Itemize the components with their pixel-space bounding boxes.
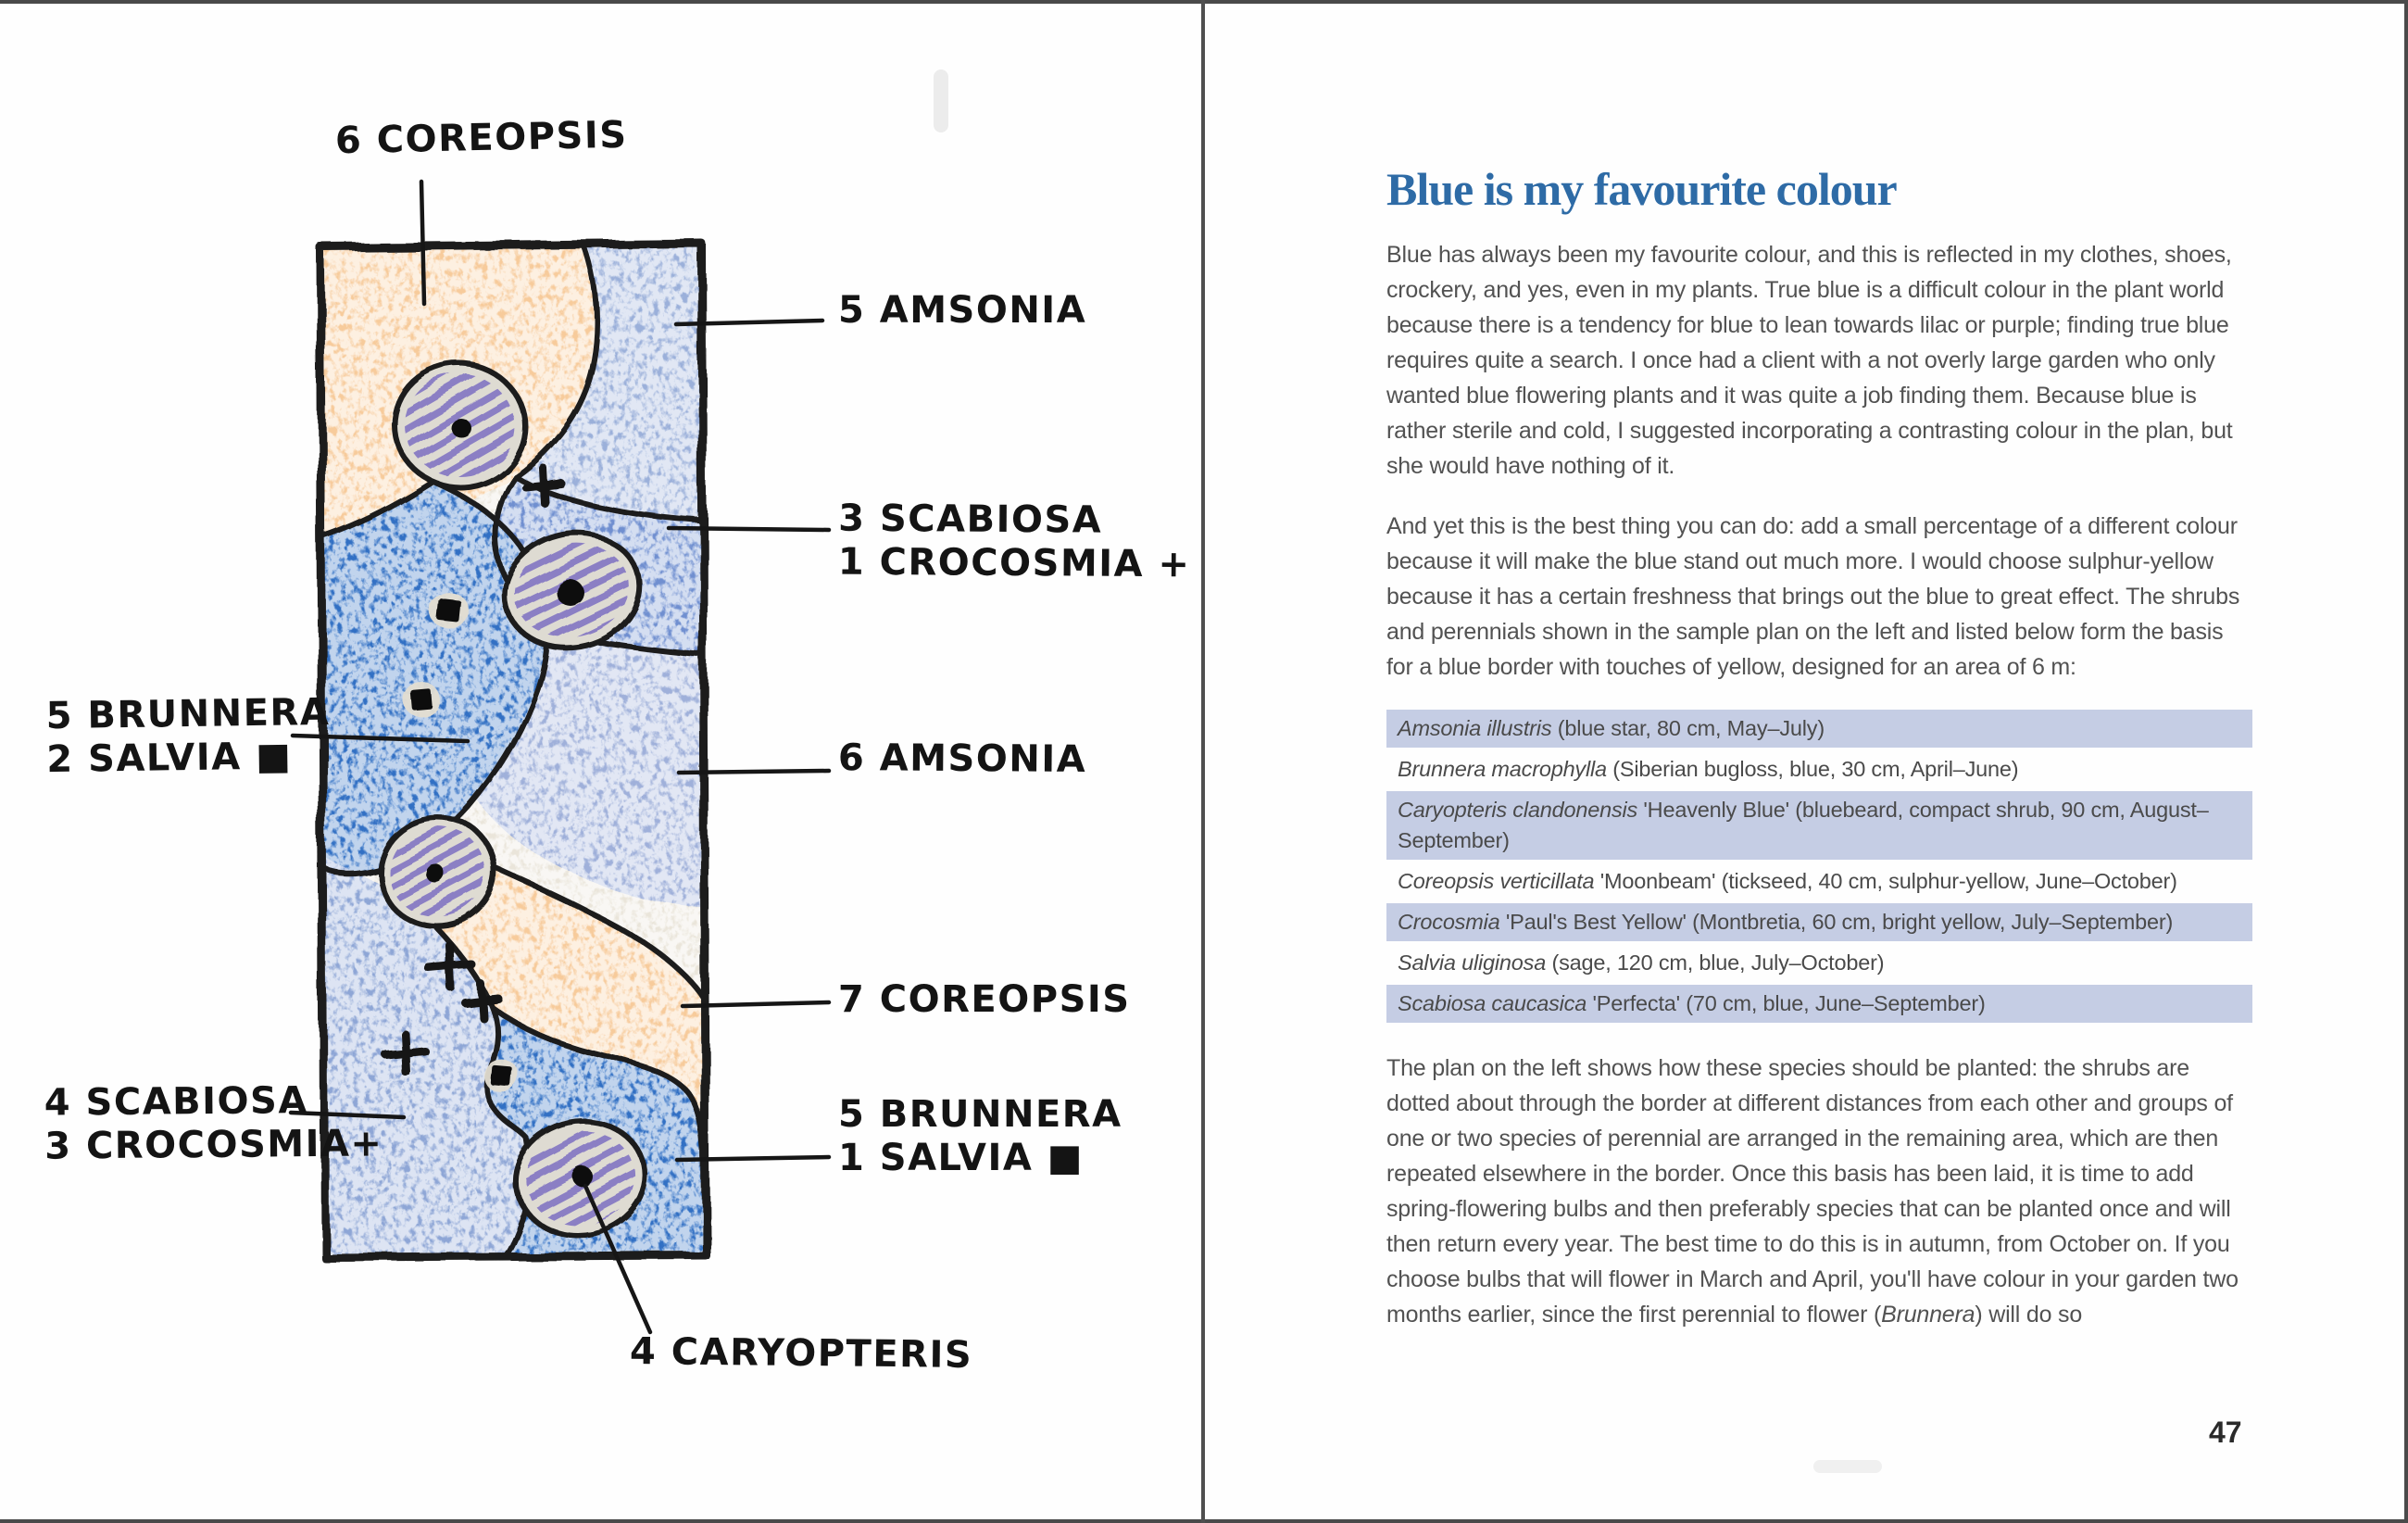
plant-details: 'Heavenly Blue' (bluebeard, compact shrub, 90 cm, August–September) [1398,798,2209,852]
plan-label-brunnera-salvia-left [45,691,331,782]
plant-latin-name: Caryopteris clandonensis [1398,798,1638,822]
plan-label-scabiosa-crocosmia-bottom [44,1078,383,1168]
plant-details: 'Paul's Best Yellow' (Montbretia, 60 cm, bright yellow, July–September) [1499,910,2174,934]
plan-label-scabiosa-crocosmia-top [838,497,1191,587]
plant-latin-name: Crocosmia [1398,910,1500,934]
plant-details: 'Moonbeam' (tickseed, 40 cm, sulphur-yellow, June–October) [1594,869,2177,893]
plant-list-row [1386,903,2252,941]
page-edge-line [2404,0,2408,1523]
right-page-content [1386,0,2252,1357]
plant-latin-name: Amsonia illustris [1398,716,1552,740]
plan-label-line: 5 BRUNNERA [838,1093,1122,1136]
plan-label-line: 3 CROCOSMIA+ [44,1122,383,1168]
plan-label-caryopteris: 4 CARYOPTERIS [629,1330,973,1377]
plant-list-row [1386,750,2252,788]
plant-list-row [1386,944,2252,982]
plan-label-line: 1 CROCOSMIA + [837,540,1191,586]
page-title: Blue is my favourite colour [1386,163,1897,215]
plan-label-brunnera-salvia-right [838,1093,1122,1180]
plan-label-line: 5 BRUNNERA [45,690,331,738]
plant-list-row [1386,710,2252,748]
latin-name-inline: Brunnera [1881,1302,1975,1328]
paragraph-planting-advice [1386,1051,2252,1332]
plan-label-amsonia-top: 5 AMSONIA [838,289,1087,332]
paragraph-contrast-colour: And yet this is the best thing you can do: add a small percentage of a different colour because it will make the blue stand out much more. I would choose sulphur-yellow because it has a certain freshness that brings out the blue to great effect. The shrubs and perennials shown in the sample plan on the left and listed below form the basis for a blue border with touches of yellow, designed for an area of 6 m: [1386,513,2240,680]
plant-list-row [1386,862,2252,900]
plant-latin-name: Brunnera macrophylla [1398,757,1607,781]
plant-latin-name: Coreopsis verticillata [1398,869,1595,893]
plan-label-coreopsis-right: 7 COREOPSIS [838,978,1131,1021]
plant-details: (Siberian bugloss, blue, 30 cm, April–June) [1606,757,2019,781]
plant-details: (blue star, 80 cm, May–July) [1551,716,1825,740]
plan-label-line: 2 SALVIA ■ [46,735,293,782]
scan-smudge [934,69,948,132]
plant-latin-name: Salvia uliginosa [1398,950,1547,975]
plant-list [1386,710,2252,1023]
plant-list-row [1386,985,2252,1023]
plan-label-coreopsis-top: 6 COREOPSIS [334,113,628,163]
plant-list-row [1386,791,2252,860]
page-gutter-divider [1201,0,1205,1523]
plan-label-line: 1 SALVIA ■ [838,1137,1085,1179]
plant-details: 'Perfecta' (70 cm, blue, June–September) [1587,991,1986,1015]
paragraph-text: ) will do so [1975,1302,2083,1328]
plan-label-line: 4 SCABIOSA [44,1079,309,1125]
scan-smudge [1813,1460,1882,1473]
plant-details: (sage, 120 cm, blue, July–October) [1546,950,1885,975]
plant-latin-name: Scabiosa caucasica [1398,991,1587,1015]
plan-label-amsonia-mid: 6 AMSONIA [837,736,1087,781]
page-number: 47 [2209,1416,2242,1449]
paragraph-text: The plan on the left shows how these species should be planted: the shrubs are dotted about through the border at different distances from each other and groups of one or two species of perennial are arranged in the remaining area, which are then repeated elsewhere in the border. Once this basis has been laid, it is time to add spring-flowering bulbs and then preferably species that can be planted once and will then return every year. The best time to do this is in autumn, from October on. If you choose bulbs that will flower in March and April, you'll have colour in your garden two months earlier, since the first perennial to flower ( [1386,1055,2239,1328]
paragraph-intro: Blue has always been my favourite colour, and this is reflected in my clothes, shoes, crockery, and yes, even in my plants. True blue is a difficult colour in the plant world because there is a tendency for blue to lean towards lilac or purple; finding true blue requires quite a search. I once had a client with a not overly large garden who only wanted blue flowering plants and it was quite a job finding them. Because blue is rather sterile and cold, I suggested incorporating a contrasting colour in the plan, but she would have nothing of it. [1386,242,2233,479]
plan-label-line: 3 SCABIOSA [838,497,1103,542]
